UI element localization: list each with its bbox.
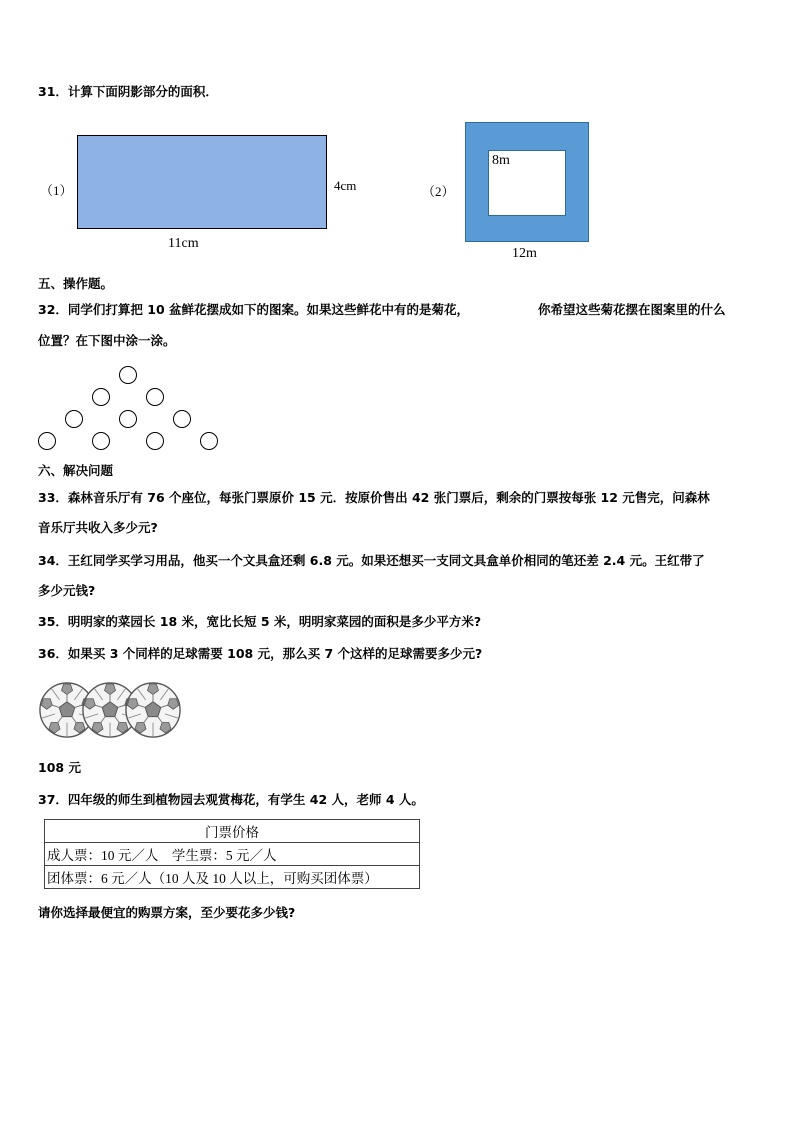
q31-height-label: 4cm [334,178,357,193]
q37-table-row2: 团体票：6 元／人（10 人及 10 人以上，可购买团体票） [45,866,420,889]
q31-width-label: 11cm [168,236,199,251]
q37-question: 请你选择最便宜的购票方案，至少要花多少钱? [38,905,296,920]
q32-line1b: 你希望这些菊花摆在图案里的什么 [538,302,726,317]
flower-circle[interactable] [173,410,191,428]
q35-line1: 35．明明家的菜园长 18 米，宽比长短 5 米，明明家菜园的面积是多少平方米? [38,614,482,629]
q34-line2: 多少元钱? [38,583,96,598]
q31-inner-square [488,150,566,216]
q37-table-row1: 成人票：10 元／人 学生票：5 元／人 [45,843,420,866]
q34-line1: 34．王红同学买学习用品，他买一个文具盒还剩 6.8 元。如果还想买一支同文具盒单价相同的笔还差 2.4 元。王红带了 [38,553,705,568]
flower-circle[interactable] [146,432,164,450]
q37-line1: 37．四年级的师生到植物园去观赏梅花，有学生 42 人，老师 4 人。 [38,792,424,807]
flower-circle[interactable] [119,410,137,428]
section-5-heading: 五、操作题。 [38,276,114,291]
q33-line1: 33．森林音乐厅有 76 个座位，每张门票原价 15 元．按原价售出 42 张门票后，剩余的门票按每张 12 元售完，问森林 [38,490,710,505]
q31-outer-label: 12m [512,246,537,261]
q36-price-label: 108 元 [38,760,81,775]
q32-line2: 位置？在下图中涂一涂。 [38,333,176,348]
q31-shaded-rectangle [77,135,327,229]
flower-circle[interactable] [119,366,137,384]
flower-circle[interactable] [65,410,83,428]
q32-line1a: 32．同学们打算把 10 盆鲜花摆成如下的图案。如果这些鲜花中有的是菊花， [38,302,469,317]
q37-table-header: 门票价格 [45,820,420,843]
soccer-ball-icon [124,681,182,739]
q31-fig1-label: （1） [40,183,73,198]
flower-circle[interactable] [92,432,110,450]
q31-outer-square [465,122,589,242]
section-6-heading: 六、解决问题 [38,463,114,478]
flower-circle[interactable] [200,432,218,450]
q31-title: 31．计算下面阴影部分的面积． [38,84,218,99]
q31-fig2-label: （2） [422,184,455,199]
flower-circle[interactable] [146,388,164,406]
q37-ticket-price-table [44,819,420,889]
flower-circle[interactable] [92,388,110,406]
q31-inner-label: 8m [492,153,510,168]
flower-circle[interactable] [38,432,56,450]
q33-line2: 音乐厅共收入多少元? [38,520,158,535]
q36-line1: 36．如果买 3 个同样的足球需要 108 元，那么买 7 个这样的足球需要多少元? [38,646,483,661]
